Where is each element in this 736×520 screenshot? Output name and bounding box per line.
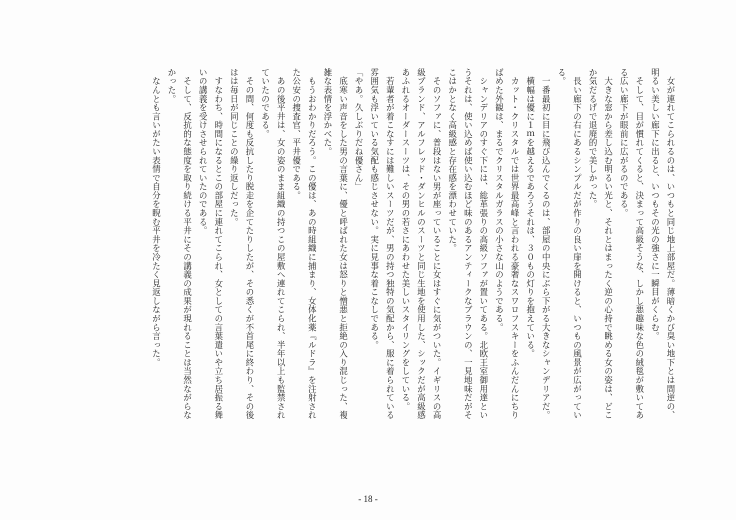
paragraph: もうおわかりだろう。この優は、あの時組織に捕まり、女体化薬『ルドラ』を注射された公安の捜査官、平井優である。 <box>291 68 318 420</box>
paragraph: 女が連れてこられるのは、いつもと同じ地上部屋だ。薄暗くかび臭い地下とは間逆の、明るい美しい廊下に出ると、いつもその光の強さに一瞬目がくらむ。 <box>650 68 676 420</box>
paragraph: そのソファに、普段はない男が座っていることに女はすぐに気がついた。イギリスの高級ブランド、アルフレッド・ダンヒルのスーツと同じ生地を使用した、シックだが高級感あふれるオーダースーツは、その男の若さにあわせた美しいスタイリングをしている。 <box>400 68 443 420</box>
paragraph: なんとも言いがたい表情で自分を睨む平井を冷たく見返しながら言った。 <box>151 68 162 367</box>
paragraph: その間、何度も反抗したり脱走を企てたりしたが、その悉くが不首尾に終わり、その後はは毎日が同じことの繰り返しだった。 <box>229 68 255 420</box>
paragraph: 横幅は優に１ｍを越えるであろうそれは、３０もの灯りを抱えている。 <box>525 68 536 359</box>
dialogue-line: 「やあ。久しぶりだね優さん」 <box>354 68 365 192</box>
paragraph: 若輩者が着こなすには難しいスーツだが、男の持つ独特の気配から、服に着られている雰囲気も浮いている気配も感じさせない。実に見事な着こなしである。 <box>369 68 396 420</box>
paragraph: そして、反抗的な態度を取り続ける平井にその講義の成果が現れることは当然ながらなかった。 <box>167 68 193 420</box>
paragraph: 底寒い声音をした男の言葉に、優と呼ばれた女は怒りと憎悪と拒絶の入り混じった、複雑な表情を浮かべた。 <box>322 68 349 420</box>
paragraph: 一番最初に目に飛び込んでくるのは、部屋の中央にぶら下がる大きなシャンデリアだ。 <box>541 68 552 420</box>
paragraph: 長い廊下の右にあるシンプルだが作りの良い扉を開けると、いつもの風景が広がっている。 <box>556 68 583 420</box>
paragraph: そして、目が慣れてくると、決まって高級そうな、しかし悪趣味な色の絨毯が敷いてある広い廊下が眼前に広がるのである。 <box>619 68 645 420</box>
paragraph: あの後平井は、女の姿のまま組織の持つこの屋敷へ連れてこられ、半年以上も監禁されていたのである。 <box>260 68 287 420</box>
paragraph: シャンデリアのすぐ下には、総革張りの高級ソファが置いてある。北欧王室御用達というそれは、使い込めば使い込むほど味のあるアンティークなブラウンの、一見地味だがそこはかとなく高級感と存在感を漂わせていた。 <box>447 68 489 420</box>
page-number: - 18 - <box>358 494 378 504</box>
paragraph: 大きな窓から差し込む明るい光と、それとはまったく逆の心持で眺める女の姿は、どこか気だるげで退廃的で美しかった。 <box>588 68 614 420</box>
vertical-body-text <box>148 68 678 426</box>
paragraph: すなわち、時間になるとこの部屋に連れてこられ、女としての言葉遣いや立ち居振る舞いの講義を受けさせられていたのである。 <box>198 68 224 420</box>
paragraph: カット・クリスタルでは世界最高峰と言われる豪奢なスワロフスキーをふんだんにちりばめた外観は、まるでクリスタルガラスの小さな山のようである。 <box>494 68 521 420</box>
